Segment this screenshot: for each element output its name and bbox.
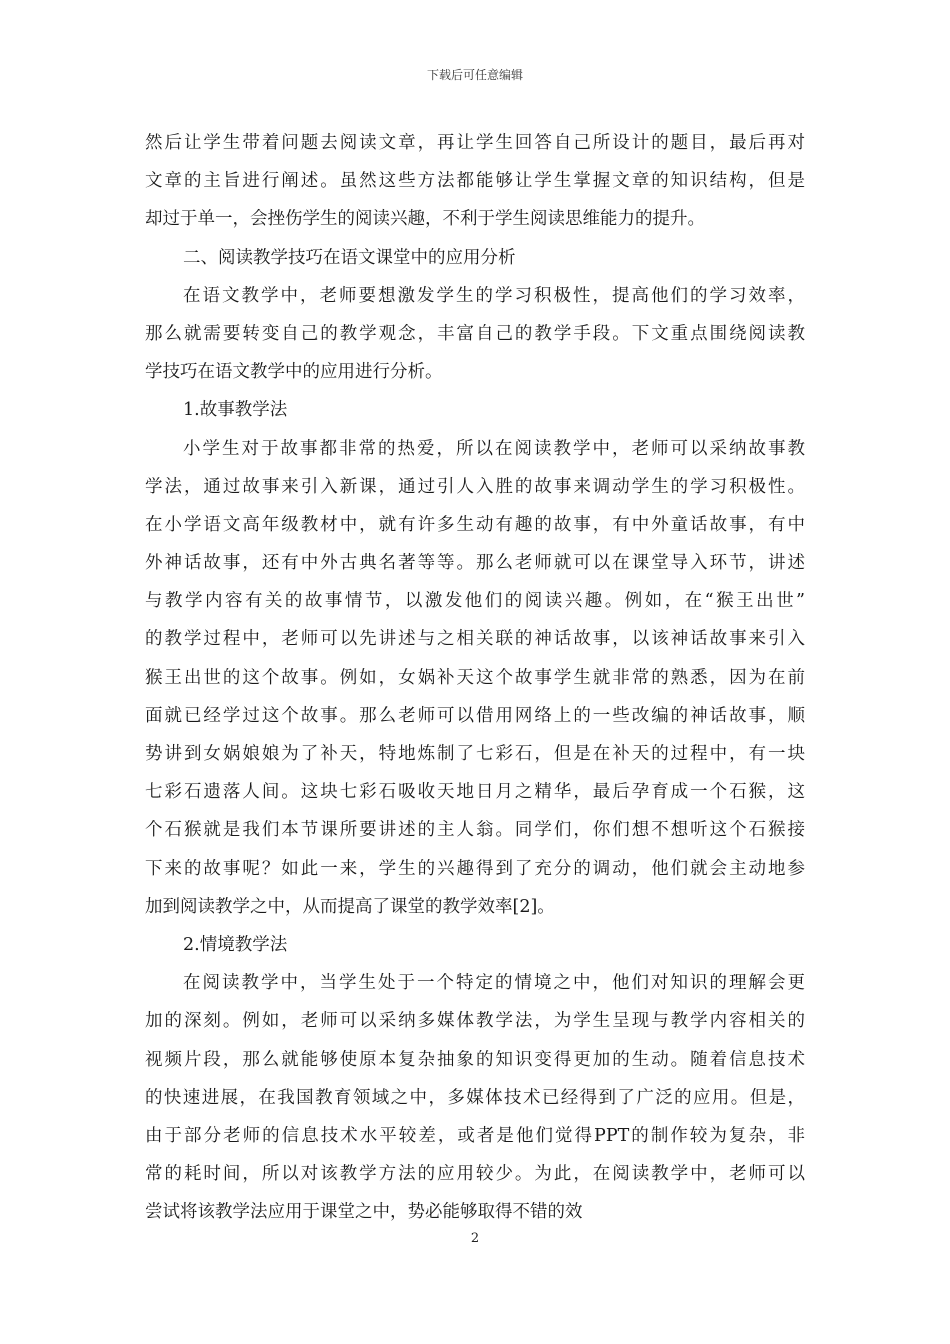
text-line: 然后让学生带着问题去阅读文章，再让学生回答自己所设计的题目，最后再对 bbox=[145, 133, 805, 153]
text-line: 在阅读教学中，当学生处于一个特定的情境之中，他们对知识的理解会更 bbox=[183, 973, 805, 994]
text-line: 文章的主旨进行阐述。虽然这些方法都能够让学生掌握文章的知识结构，但是 bbox=[145, 171, 805, 192]
text-line: 在语文教学中，老师要想激发学生的学习积极性，提高他们的学习效率， bbox=[183, 285, 805, 306]
text-line: 的快速进展，在我国教育领域之中，多媒体技术已经得到了广泛的应用。但是， bbox=[145, 1087, 805, 1108]
text-line: 加的深刻。例如，老师可以采纳多媒体教学法，为学生呈现与教学内容相关的 bbox=[145, 1011, 805, 1032]
heading-text: 二、阅读教学技巧在语文课堂中的应用分析 bbox=[183, 247, 516, 268]
text-line: 面就已经学过这个故事。那么老师可以借用网络上的一些改编的神话故事，顺 bbox=[145, 705, 805, 726]
heading-text: 2.情境教学法 bbox=[183, 934, 288, 955]
text-line: 的教学过程中，老师可以先讲述与之相关联的神话故事，以该神话故事来引入 bbox=[145, 629, 805, 650]
text-line: 外神话故事，还有中外古典名著等等。那么老师就可以在课堂导入环节，讲述 bbox=[145, 553, 805, 574]
subsection-heading bbox=[145, 391, 805, 429]
text-line: 尝试将该教学法应用于课堂之中，势必能够取得不错的效 bbox=[145, 1202, 583, 1223]
text-line: 小学生对于故事都非常的热爱，所以在阅读教学中，老师可以采纳故事教 bbox=[183, 438, 805, 459]
page-header: 下载后可任意编辑 bbox=[426, 68, 523, 82]
text-line: 学法，通过故事来引入新课，通过引人入胜的故事来调动学生的学习积极性。 bbox=[145, 476, 805, 497]
text-line: 由于部分老师的信息技术水平较差，或者是他们觉得PPT的制作较为复杂，非 bbox=[145, 1125, 805, 1146]
text-line: 却过于单一，会挫伤学生的阅读兴趣，不利于学生阅读思维能力的提升。 bbox=[145, 209, 705, 230]
paragraph-continuation bbox=[145, 124, 805, 239]
paragraph bbox=[145, 430, 805, 926]
text-line: 视频片段，那么就能够使原本复杂抽象的知识变得更加的生动。随着信息技术 bbox=[145, 1049, 805, 1070]
paragraph bbox=[145, 277, 805, 392]
text-line: 七彩石遗落人间。这块七彩石吸收天地日月之精华，最后孕育成一个石猴，这 bbox=[145, 782, 805, 803]
page-number: 2 bbox=[470, 1231, 480, 1246]
text-line: 下来的故事呢？如此一来，学生的兴趣得到了充分的调动，他们就会主动地参 bbox=[145, 858, 805, 879]
text-line: 与教学内容有关的故事情节，以激发他们的阅读兴趣。例如，在“猴王出世” bbox=[145, 591, 805, 612]
text-line: 常的耗时间，所以对该教学方法的应用较少。为此，在阅读教学中，老师可以 bbox=[145, 1164, 805, 1185]
text-line: 个石猴就是我们本节课所要讲述的主人翁。同学们，你们想不想听这个石猴接 bbox=[145, 820, 805, 841]
paragraph bbox=[145, 964, 805, 1231]
text-line: 那么就需要转变自己的教学观念，丰富自己的教学手段。下文重点围绕阅读教 bbox=[145, 323, 805, 344]
heading-text: 1.故事教学法 bbox=[183, 400, 288, 421]
text-line: 在小学语文高年级教材中，就有许多生动有趣的故事，有中外童话故事，有中 bbox=[145, 514, 805, 535]
document-body bbox=[145, 124, 805, 1231]
text-line: 势讲到女娲娘娘为了补天，特地炼制了七彩石，但是在补天的过程中，有一块 bbox=[145, 744, 805, 764]
text-line: 学技巧在语文教学中的应用进行分析。 bbox=[145, 362, 443, 383]
section-heading bbox=[145, 239, 805, 277]
subsection-heading bbox=[145, 926, 805, 964]
text-line: 猴王出世的这个故事。例如，女娲补天这个故事学生就非常的熟悉，因为在前 bbox=[145, 667, 805, 688]
text-line: 加到阅读教学之中，从而提高了课堂的教学效率[2]。 bbox=[145, 896, 555, 917]
